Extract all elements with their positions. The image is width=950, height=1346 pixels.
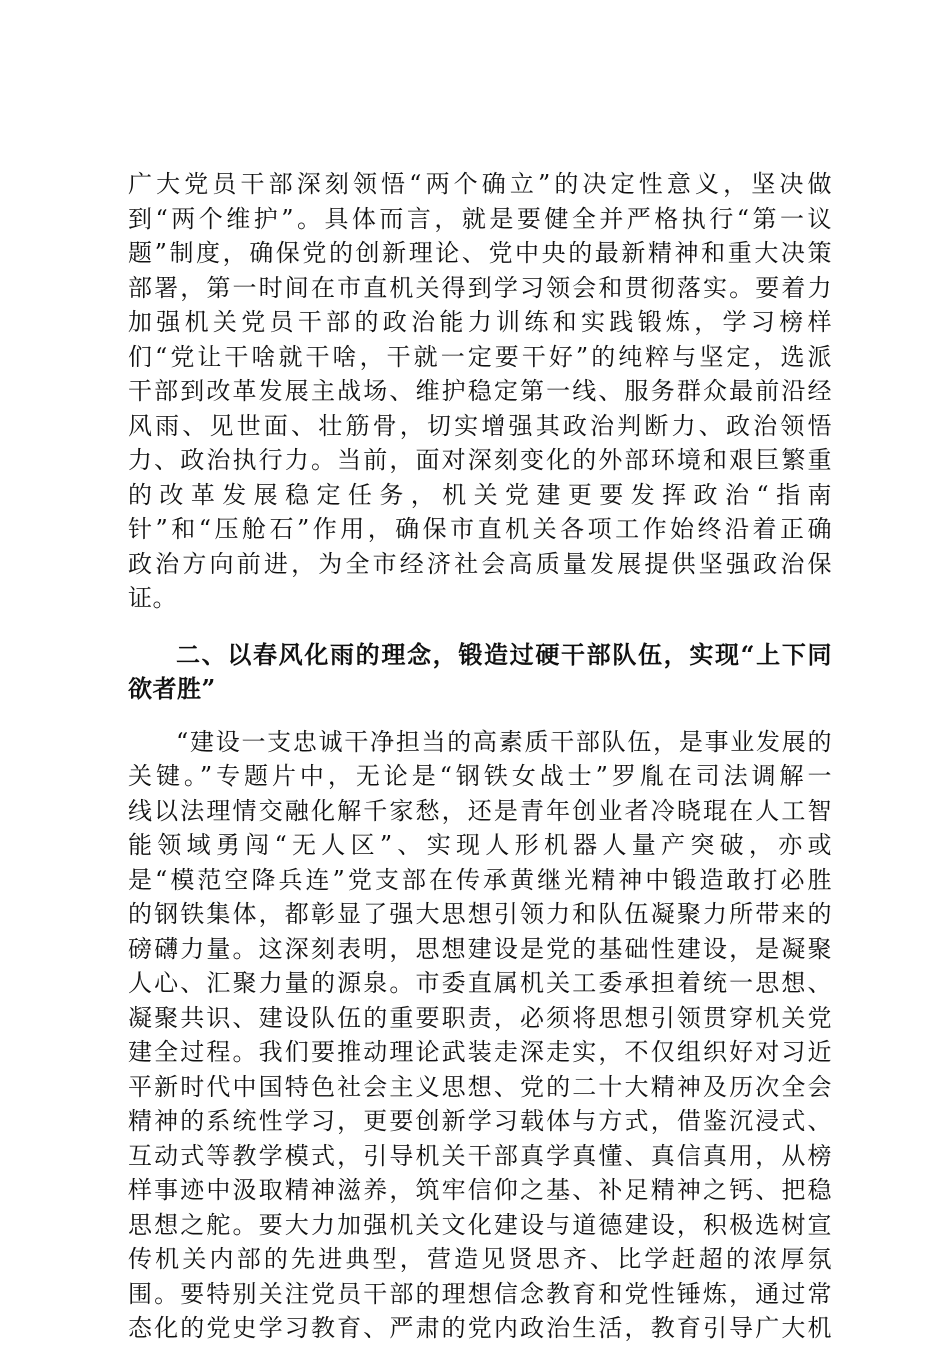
text-line: 的钢铁集体，都彰显了强大思想引领力和队伍凝聚力所带来的 xyxy=(128,900,832,928)
text-line: 线以法理情交融化解千家愁，还是青年创业者冷晓琨在人工智 xyxy=(128,796,832,825)
text-line: 传机关内部的先进典型，营造见贤思齐、比学赶超的浓厚氛 xyxy=(128,1245,832,1273)
text-line: 样事迹中汲取精神滋养，筑牢信仰之基、补足精神之钙、把稳 xyxy=(128,1176,832,1204)
text-line: 围。要特别关注党员干部的理想信念教育和党性锤炼，通过常 xyxy=(128,1279,832,1308)
text-line: 态化的党史学习教育、严肃的党内政治生活，教育引导广大机 xyxy=(128,1314,832,1342)
text-line: “建设一支忠诚干净担当的高素质干部队伍，是事业发展的 xyxy=(176,727,832,756)
text-line: 们“党让干啥就干啥，干就一定要干好”的纯粹与坚定，选派 xyxy=(128,342,832,371)
paragraph-1 xyxy=(128,167,832,616)
text-line: 到“两个维护”。具体而言，就是要健全并严格执行“第一议 xyxy=(128,204,832,233)
section-heading xyxy=(128,638,832,707)
text-line: 针”和“压舱石”作用，确保市直机关各项工作始终沿着正确 xyxy=(128,515,832,543)
text-line: 互动式等教学模式，引导机关干部真学真懂、真信真用，从榜 xyxy=(128,1141,832,1170)
text-line: 证。 xyxy=(128,584,177,612)
text-line: 风雨、见世面、壮筋骨，切实增强其政治判断力、政治领悟 xyxy=(128,411,832,440)
document-page xyxy=(128,167,832,1346)
text-line: 题”制度，确保党的创新理论、党中央的最新精神和重大决策 xyxy=(128,239,832,267)
text-line: 的改革发展稳定任务，机关党建更要发挥政治“指南 xyxy=(128,480,832,509)
text-line: 关键。”专题片中，无论是“钢铁女战士”罗胤在司法调解一 xyxy=(128,762,832,790)
heading-line: 二、以春风化雨的理念，锻造过硬干部队伍，实现“上下同 xyxy=(176,639,832,669)
text-line: 政治方向前进，为全市经济社会高质量发展提供坚强政治保 xyxy=(128,549,832,578)
heading-line: 欲者胜” xyxy=(128,674,216,703)
text-line: 思想之舵。要大力加强机关文化建设与道德建设，积极选树宣 xyxy=(128,1210,832,1239)
text-line: 平新时代中国特色社会主义思想、党的二十大精神及历次全会 xyxy=(128,1072,832,1101)
text-line: 是“模范空降兵连”党支部在传承黄继光精神中锻造敢打必胜 xyxy=(128,865,832,894)
text-line: 人心、汇聚力量的源泉。市委直属机关工委承担着统一思想、 xyxy=(128,969,832,997)
text-line: 能领域勇闯“无人区”、实现人形机器人量产突破，亦或 xyxy=(128,831,832,859)
text-line: 力、政治执行力。当前，面对深刻变化的外部环境和艰巨繁重 xyxy=(128,446,832,474)
paragraph-2 xyxy=(128,725,832,1346)
text-line: 建全过程。我们要推动理论武装走深走实，不仅组织好对习近 xyxy=(128,1038,832,1066)
text-line: 广大党员干部深刻领悟“两个确立”的决定性意义，坚决做 xyxy=(128,170,832,198)
text-line: 磅礴力量。这深刻表明，思想建设是党的基础性建设，是凝聚 xyxy=(128,934,832,963)
text-line: 干部到改革发展主战场、维护稳定第一线、服务群众最前沿经 xyxy=(128,377,832,405)
text-line: 部署，第一时间在市直机关得到学习领会和贯彻落实。要着力 xyxy=(128,273,832,302)
text-line: 加强机关党员干部的政治能力训练和实践锻炼，学习榜样 xyxy=(128,308,832,336)
text-line: 凝聚共识、建设队伍的重要职责，必须将思想引领贯穿机关党 xyxy=(128,1003,832,1032)
text-line: 精神的系统性学习，更要创新学习载体与方式，借鉴沉浸式、 xyxy=(128,1107,832,1135)
